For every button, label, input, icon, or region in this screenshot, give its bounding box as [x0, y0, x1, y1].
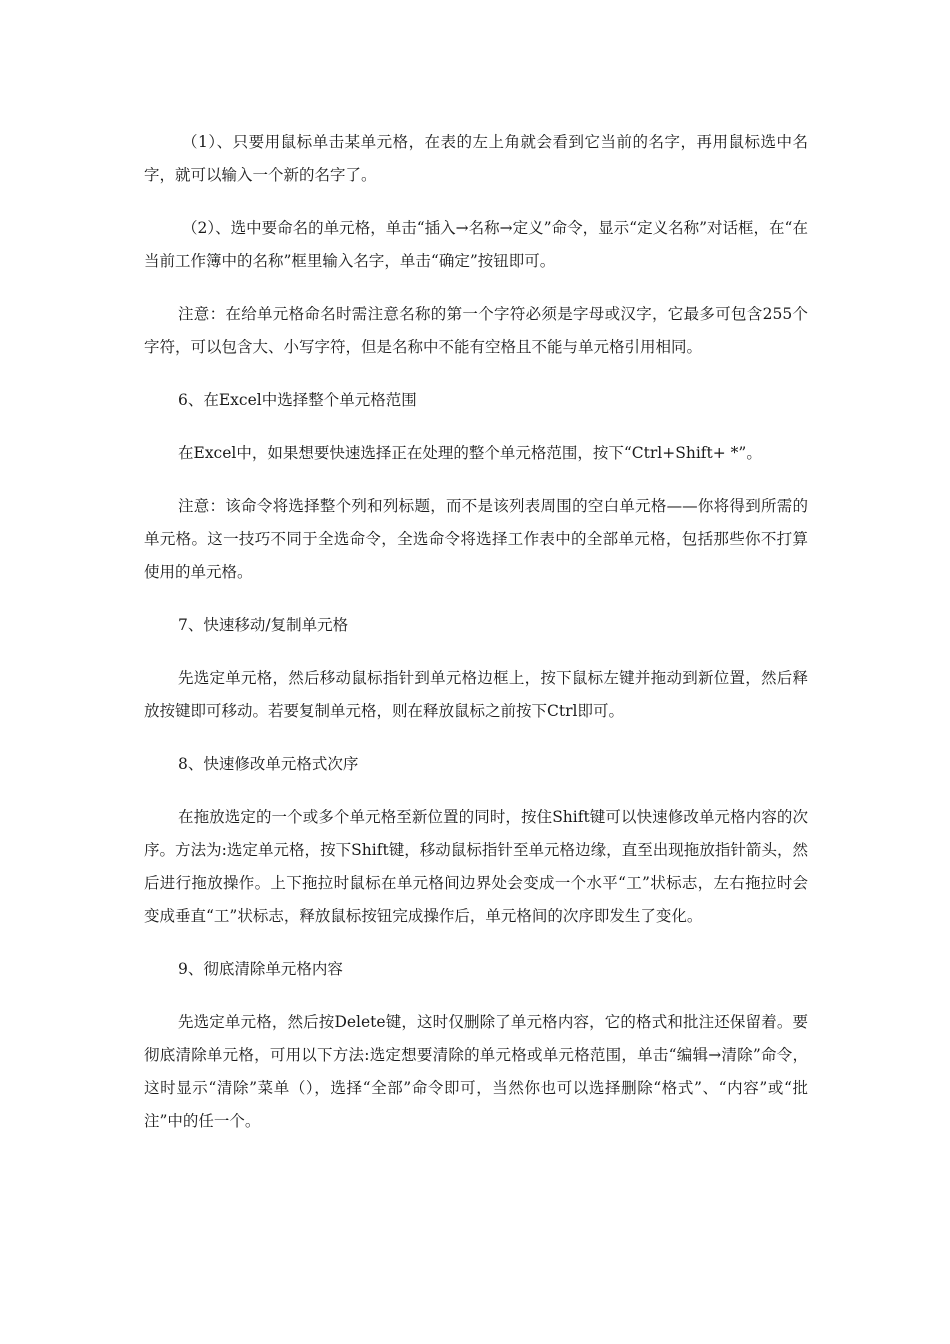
- paragraph-name-cell-note: 注意：在给单元格命名时需注意名称的第一个字符必须是字母或汉字，它最多可包含255个字符，可以包含大、小写字符，但是名称中不能有空格且不能与单元格引用相同。: [144, 305, 808, 356]
- paragraph-name-cell-step2: （2）、选中要命名的单元格，单击“插入→名称→定义”命令，显示“定义名称”对话框，在“在当前工作簿中的名称”框里输入名字，单击“确定”按钮即可。: [144, 219, 808, 270]
- section-heading-9: 9、彻底清除单元格内容: [178, 960, 343, 978]
- section-heading-7: 7、快速移动/复制单元格: [178, 616, 349, 634]
- paragraph-select-range: 在Excel中，如果想要快速选择正在处理的整个单元格范围，按下“Ctrl+Shift+ *”。: [178, 444, 762, 462]
- document-page: [144, 126, 808, 1158]
- section-heading-8: 8、快速修改单元格式次序: [178, 755, 359, 773]
- section-heading-6: 6、在Excel中选择整个单元格范围: [178, 391, 417, 409]
- paragraph-select-range-note: 注意：该命令将选择整个列和列标题，而不是该列表周围的空白单元格——你将得到所需的单元格。这一技巧不同于全选命令，全选命令将选择工作表中的全部单元格，包括那些你不打算使用的单元格。: [144, 497, 808, 581]
- paragraph-move-copy: 先选定单元格，然后移动鼠标指针到单元格边框上，按下鼠标左键并拖动到新位置，然后释放按键即可移动。若要复制单元格，则在释放鼠标之前按下Ctrl即可。: [144, 669, 808, 720]
- paragraph-name-cell-step1: （1）、只要用鼠标单击某单元格，在表的左上角就会看到它当前的名字，再用鼠标选中名字，就可以输入一个新的名字了。: [144, 133, 808, 184]
- paragraph-clear-contents: 先选定单元格，然后按Delete键，这时仅删除了单元格内容，它的格式和批注还保留着。要彻底清除单元格，可用以下方法:选定想要清除的单元格或单元格范围，单击“编辑→清除”命令，这时显示“清除”菜单（），选择“全部”命令即可，当然你也可以选择删除“格式”、“内容”或“批注”中的任一个。: [144, 1013, 808, 1130]
- paragraph-reorder: 在拖放选定的一个或多个单元格至新位置的同时，按住Shift键可以快速修改单元格内容的次序。方法为:选定单元格，按下Shift键，移动鼠标指针至单元格边缘，直至出现拖放指针箭头，然后进行拖放操作。上下拖拉时鼠标在单元格间边界处会变成一个水平“工”状标志，左右拖拉时会变成垂直“工”状标志，释放鼠标按钮完成操作后，单元格间的次序即发生了变化。: [144, 808, 808, 925]
